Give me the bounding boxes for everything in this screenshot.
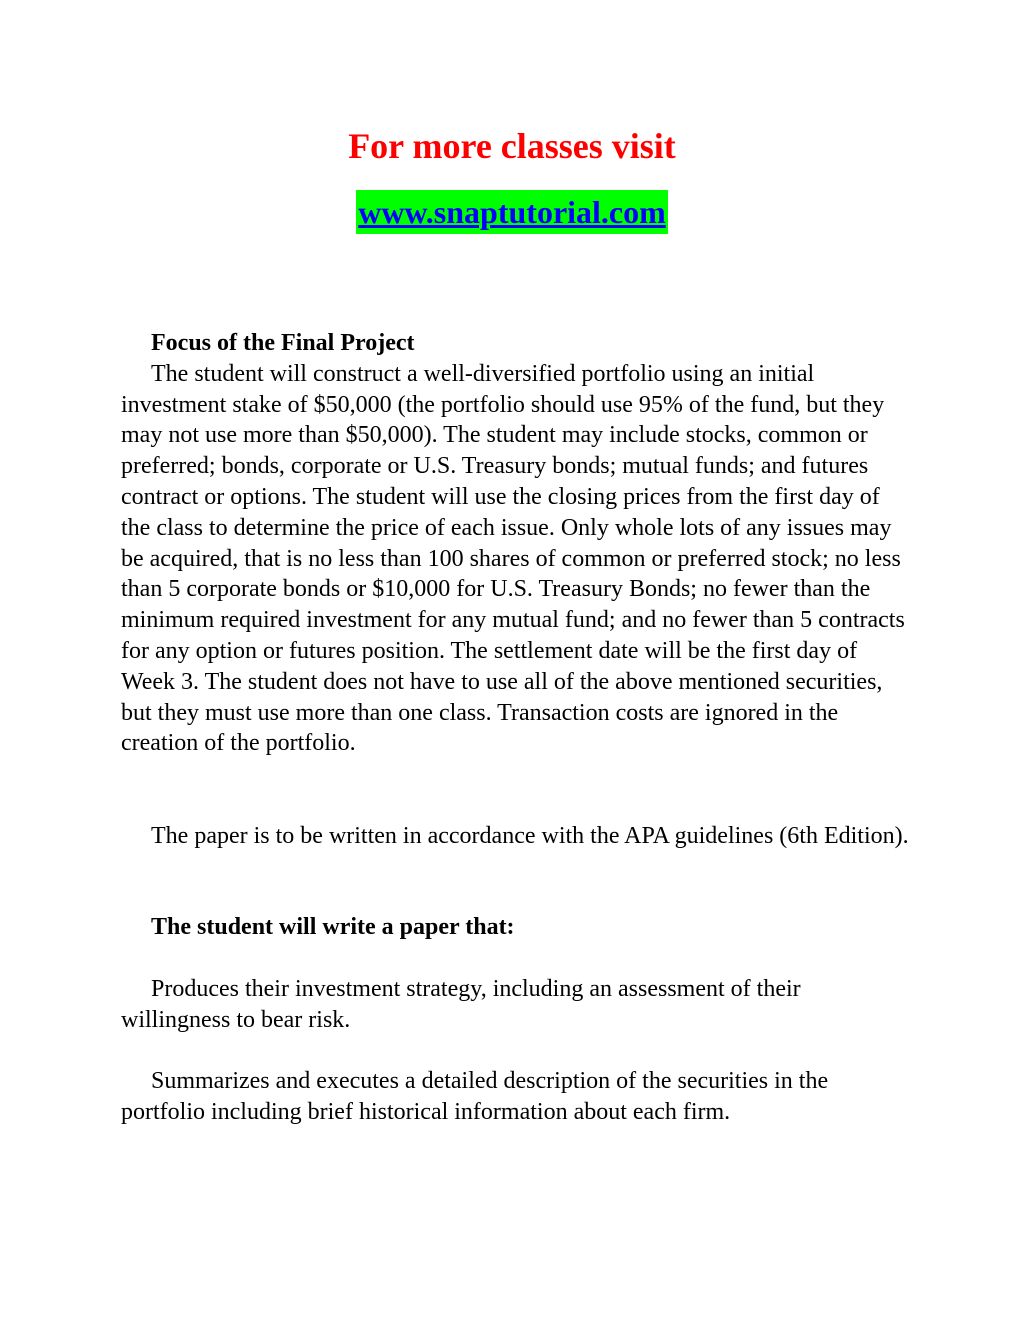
apa-note: The paper is to be written in accordance with the APA guidelines (6th Edition). [151, 823, 909, 849]
item-1-text: Produces their investment strategy, including an assessment of their willingness to bear risk. [121, 976, 801, 1033]
apa-paragraph [121, 821, 911, 852]
promo-link-container [0, 190, 1024, 241]
promo-link[interactable]: www.snaptutorial.com [356, 190, 668, 234]
promo-title: For more classes visit [348, 126, 676, 166]
focus-section [121, 328, 911, 759]
list-item [121, 1066, 911, 1128]
focus-body: The student will construct a well-diversified portfolio using an initial investment stake of $50,000 (the portfolio should use 95% of the fund, but they may not use more than $50,000). The student may include stocks, common or preferred; bonds, corporate or U.S. Treasury bonds; mutual funds; and futures contract or options. The student will use the closing prices from the first day of the class to determine the price of each issue. Only whole lots of any issues may be acquired, that is no less than 100 shares of common or preferred stock; no less than 5 corporate bonds or $10,000 for U.S. Treasury Bonds; no fewer than the minimum required investment for any mutual fund; and no fewer than 5 contracts for any option or futures position. The settlement date will be the first day of Week 3. The student does not have to use all of the above mentioned securities, but they must use more than one class. Transaction costs are ignored in the creation of the portfolio. [121, 360, 905, 757]
list-item [121, 974, 911, 1036]
item-2-text: Summarizes and executes a detailed description of the securities in the portfolio including brief historical information about each firm. [121, 1068, 829, 1125]
paper-heading: The student will write a paper that: [151, 914, 515, 940]
paper-heading-paragraph [121, 912, 911, 943]
focus-heading: Focus of the Final Project [151, 330, 415, 356]
